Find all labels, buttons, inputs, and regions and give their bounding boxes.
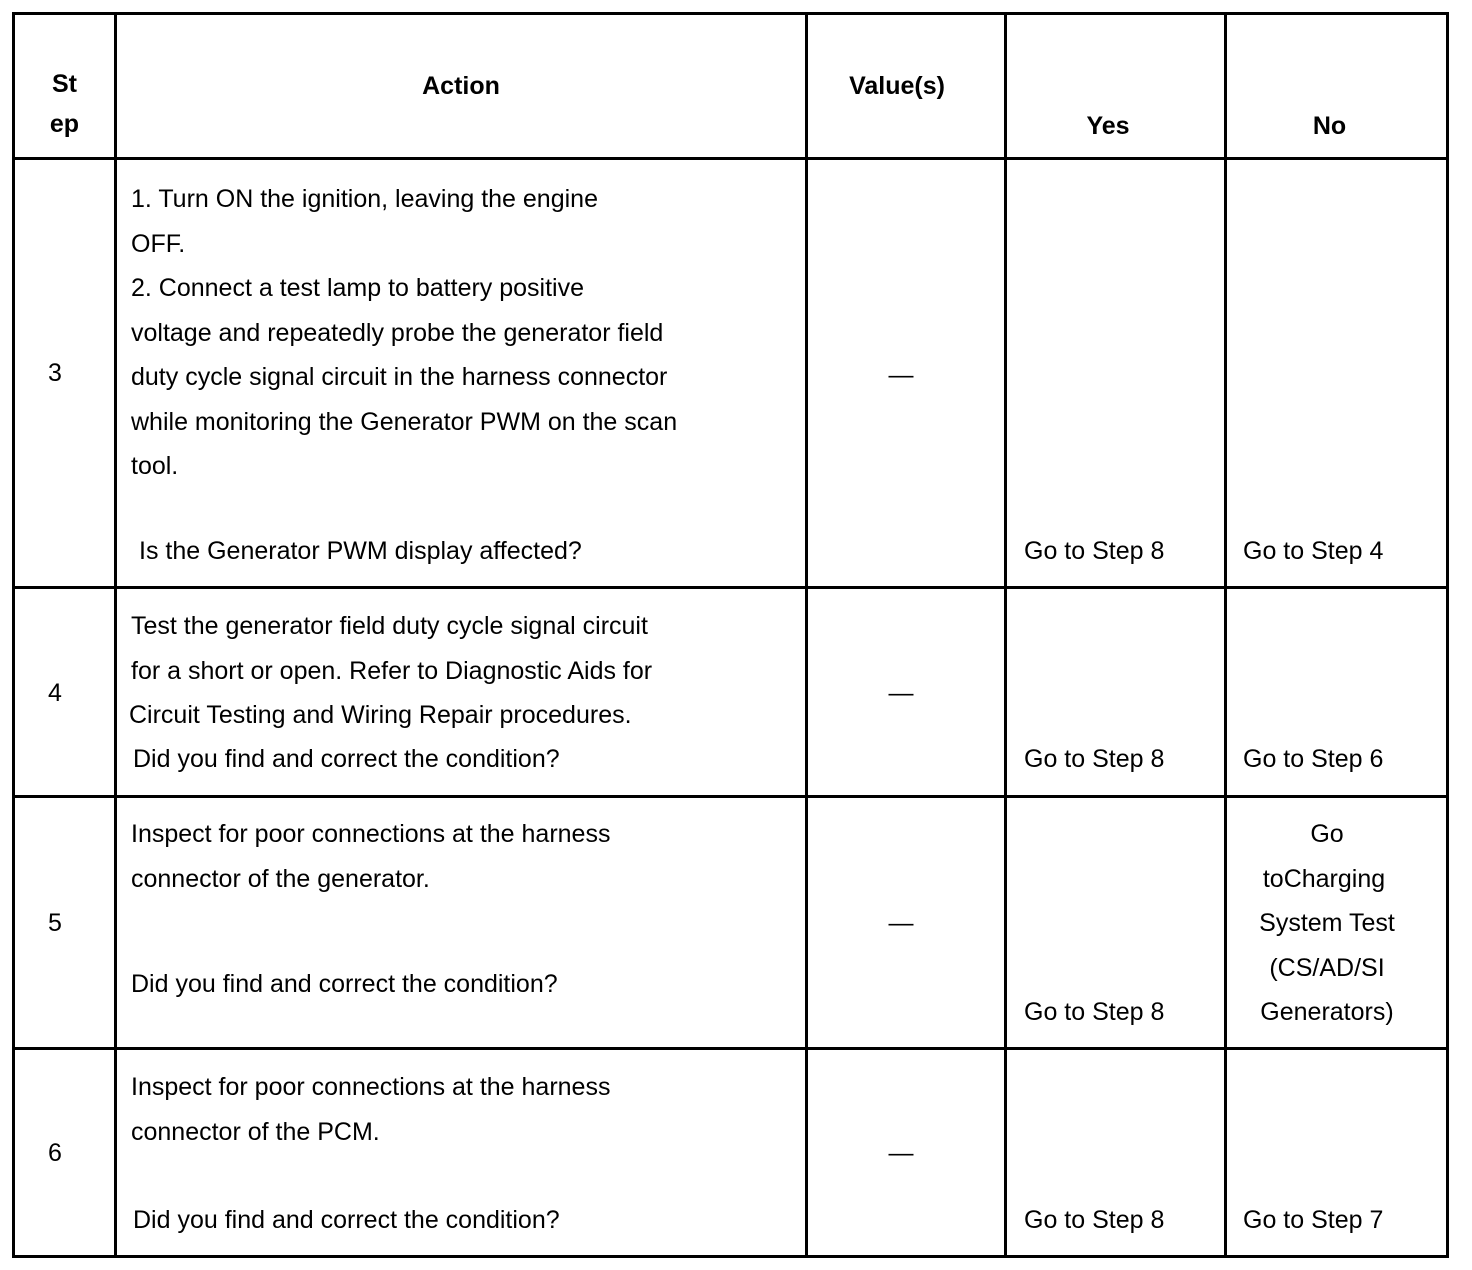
row-divider bbox=[12, 1047, 1449, 1050]
action-text bbox=[131, 1065, 610, 1154]
action-line: while monitoring the Generator PWM on the scan bbox=[131, 407, 678, 436]
action-text bbox=[131, 604, 652, 738]
action-text bbox=[131, 177, 677, 489]
yes-target: Go to Step 8 bbox=[1024, 745, 1165, 773]
step-number: 3 bbox=[48, 359, 62, 387]
no-target: Go to Step 7 bbox=[1243, 1206, 1384, 1234]
action-line: Circuit Testing and Wiring Repair procedures. bbox=[129, 701, 632, 729]
value-dash: — bbox=[888, 1139, 914, 1167]
table-border-bottom bbox=[12, 1255, 1449, 1258]
table-border-left bbox=[12, 12, 15, 1258]
action-question: Is the Generator PWM display affected? bbox=[139, 537, 582, 565]
table-border-top bbox=[12, 12, 1449, 15]
no-target-line: Generators) bbox=[1260, 998, 1394, 1026]
action-question: Did you find and correct the condition? bbox=[133, 1206, 560, 1234]
action-text bbox=[131, 812, 610, 901]
column-divider bbox=[1004, 12, 1007, 1258]
column-divider bbox=[805, 12, 808, 1258]
no-target: Go to Step 6 bbox=[1243, 745, 1384, 773]
column-divider bbox=[114, 12, 117, 1258]
action-line: voltage and repeatedly probe the generator field bbox=[131, 318, 664, 347]
value-dash: — bbox=[888, 361, 914, 389]
no-target-line: toCharging bbox=[1262, 864, 1386, 893]
action-line: tool. bbox=[131, 452, 179, 480]
no-target-line: (CS/AD/SI bbox=[1269, 953, 1385, 982]
value-dash: — bbox=[888, 679, 914, 707]
action-line: for a short or open. Refer to Diagnostic Aids for bbox=[131, 656, 653, 685]
action-question: Did you find and correct the condition? bbox=[133, 745, 560, 773]
value-dash: — bbox=[888, 909, 914, 937]
header-step-line2: ep bbox=[49, 110, 80, 138]
yes-target: Go to Step 8 bbox=[1024, 998, 1165, 1026]
header-yes: Yes bbox=[1086, 112, 1130, 140]
action-line: Inspect for poor connections at the harness bbox=[131, 820, 611, 848]
header-action: Action bbox=[422, 72, 500, 100]
header-no: No bbox=[1312, 112, 1347, 140]
action-line: connector of the PCM. bbox=[131, 1117, 380, 1146]
header-values: Value(s) bbox=[849, 72, 945, 100]
row-divider bbox=[12, 795, 1449, 798]
row-divider bbox=[12, 586, 1449, 589]
step-number: 6 bbox=[48, 1139, 62, 1167]
action-line: duty cycle signal circuit in the harness connector bbox=[131, 363, 668, 391]
header-divider bbox=[12, 157, 1449, 160]
action-line: 2. Connect a test lamp to battery positive bbox=[131, 274, 585, 302]
action-line: connector of the generator. bbox=[131, 864, 430, 893]
header-step bbox=[15, 64, 114, 144]
no-target: Go to Step 4 bbox=[1243, 537, 1384, 565]
action-line: Test the generator field duty cycle signal circuit bbox=[131, 612, 648, 640]
no-target-multiline bbox=[1227, 812, 1427, 1035]
header-step-line1: St bbox=[52, 70, 77, 98]
yes-target: Go to Step 8 bbox=[1024, 537, 1165, 565]
yes-target: Go to Step 8 bbox=[1024, 1206, 1165, 1234]
table-border-right bbox=[1446, 12, 1449, 1258]
no-target-line: Go bbox=[1310, 820, 1344, 848]
action-line: OFF. bbox=[131, 229, 186, 258]
step-number: 5 bbox=[48, 909, 62, 937]
action-question: Did you find and correct the condition? bbox=[131, 970, 558, 998]
step-number: 4 bbox=[48, 679, 62, 707]
action-line: 1. Turn ON the ignition, leaving the engine bbox=[131, 185, 598, 213]
no-target-line: System Test bbox=[1259, 909, 1395, 937]
action-line: Inspect for poor connections at the harness bbox=[131, 1073, 611, 1101]
column-divider bbox=[1224, 12, 1227, 1258]
